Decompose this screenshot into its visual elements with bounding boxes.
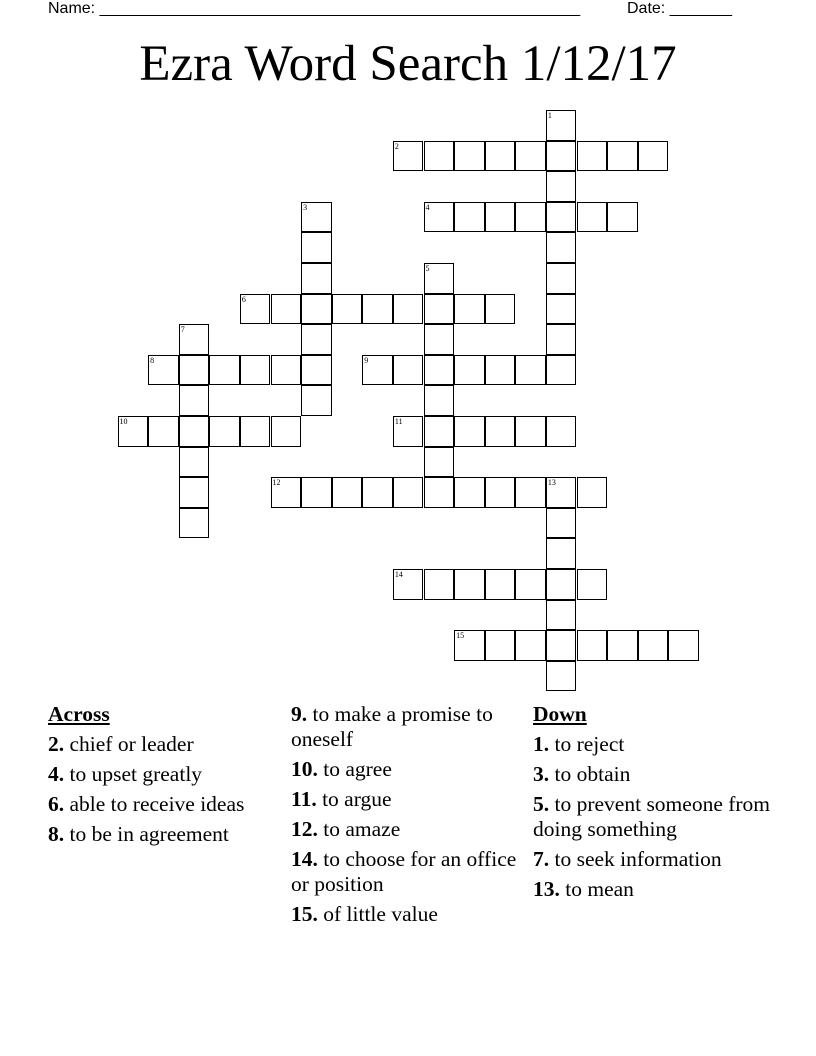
grid-cell[interactable] [362,477,393,508]
grid-cell[interactable] [668,630,699,661]
clue-across-9: 9. to make a promise to oneself [291,702,493,751]
grid-cell[interactable] [607,202,638,233]
grid-cell[interactable] [577,630,608,661]
grid-cell[interactable] [546,355,577,386]
grid-cell[interactable] [546,416,577,447]
grid-cell[interactable] [546,508,577,539]
clue-across-12: 12. to amaze [291,817,401,841]
date-field[interactable]: Date: _______ [627,0,732,17]
grid-cell[interactable] [515,569,546,600]
grid-cell[interactable] [393,569,424,600]
clue-number: 3 [303,202,308,212]
clue-number: 14 [394,570,403,579]
grid-cell[interactable] [362,294,393,325]
page-title: Ezra Word Search 1/12/17 [139,36,677,92]
clue-number: 11 [394,417,403,426]
grid-cell[interactable] [515,202,546,233]
grid-cell[interactable] [179,385,210,416]
clue-down-5: 5. to prevent someone from doing something [533,792,771,841]
grid-cell[interactable] [393,355,424,386]
grid-cell[interactable] [485,202,516,233]
grid-cell[interactable] [424,355,455,386]
clue-across-10: 10. to agree [291,757,392,781]
grid-cell[interactable] [546,569,577,600]
grid-cell[interactable] [301,263,332,294]
grid-cell[interactable] [485,416,516,447]
grid-cell[interactable] [179,416,210,447]
grid-cell[interactable] [546,661,577,692]
grid-cell[interactable] [546,630,577,661]
clue-number: 13 [547,478,556,488]
grid-cell[interactable] [301,355,332,386]
grid-cell[interactable] [546,600,577,631]
grid-cell[interactable] [546,477,577,508]
grid-cell[interactable] [209,416,240,447]
grid-cell[interactable] [179,324,210,355]
grid-cell[interactable] [515,416,546,447]
across-clues [48,702,288,852]
grid-cell[interactable] [179,477,210,508]
grid-cell[interactable] [607,141,638,172]
grid-cell[interactable] [485,630,516,661]
clue-number: 5 [425,264,430,273]
grid-cell[interactable] [424,324,455,355]
grid-cell[interactable] [424,263,455,294]
clue-number: 12 [272,478,281,488]
grid-cell[interactable] [271,355,302,386]
grid-cell[interactable] [424,294,455,325]
grid-cell[interactable] [485,355,516,386]
clue-down-1: 1. to reject [533,732,625,756]
grid-cell[interactable] [546,232,577,263]
down-clues [533,702,803,907]
clue-number: 9 [364,355,369,365]
grid-cell[interactable] [179,508,210,539]
grid-cell[interactable] [362,355,393,386]
grid-cell[interactable] [424,477,455,508]
grid-cell[interactable] [424,569,455,600]
grid-cell[interactable] [424,141,455,172]
grid-cell[interactable] [546,110,577,141]
grid-cell[interactable] [393,477,424,508]
grid-cell[interactable] [179,447,210,478]
grid-cell[interactable] [271,294,302,325]
grid-cell[interactable] [454,477,485,508]
grid-cell[interactable] [271,416,302,447]
grid-cell[interactable] [301,294,332,325]
grid-cell[interactable] [485,477,516,508]
clue-number: 10 [119,417,128,426]
clue-across-8: 8. to be in agreement [48,822,229,846]
clue-number: 1 [547,111,552,120]
grid-cell[interactable] [485,294,516,325]
grid-cell[interactable] [454,141,485,172]
grid-cell[interactable] [638,141,669,172]
clue-number: 8 [150,355,155,365]
clue-down-13: 13. to mean [533,877,634,901]
grid-cell[interactable] [301,324,332,355]
clue-down-7: 7. to seek information [533,847,722,871]
clue-number: 6 [241,294,246,304]
clue-across-11: 11. to argue [291,787,392,811]
grid-cell[interactable] [301,232,332,263]
across-heading: Across [48,702,110,726]
grid-cell[interactable] [485,141,516,172]
grid-cell[interactable] [485,569,516,600]
clue-across-14: 14. to choose for an office or position [291,847,517,896]
clue-across-2: 2. chief or leader [48,732,194,756]
grid-cell[interactable] [515,477,546,508]
grid-cell[interactable] [393,294,424,325]
grid-cell[interactable] [607,630,638,661]
grid-cell[interactable] [454,355,485,386]
grid-cell[interactable] [301,385,332,416]
grid-cell[interactable] [118,416,149,447]
grid-cell[interactable] [240,294,271,325]
grid-cell[interactable] [424,416,455,447]
grid-cell[interactable] [515,355,546,386]
clue-across-6: 6. able to receive ideas [48,792,245,816]
clue-number: 4 [425,202,430,212]
clue-number: 15 [456,631,465,641]
grid-cell[interactable] [148,355,179,386]
grid-cell[interactable] [546,202,577,233]
grid-cell[interactable] [454,202,485,233]
grid-cell[interactable] [424,447,455,478]
grid-cell[interactable] [393,141,424,172]
grid-cell[interactable] [546,141,577,172]
grid-cell[interactable] [546,538,577,569]
grid-cell[interactable] [546,263,577,294]
grid-cell[interactable] [577,141,608,172]
grid-cell[interactable] [179,355,210,386]
down-heading: Down [533,702,587,726]
grid-cell[interactable] [546,324,577,355]
grid-cell[interactable] [454,416,485,447]
clue-down-3: 3. to obtain [533,762,631,786]
grid-cell[interactable] [393,416,424,447]
clue-number: 2 [394,141,399,151]
grid-cell[interactable] [424,202,455,233]
grid-cell[interactable] [454,294,485,325]
grid-cell[interactable] [515,141,546,172]
grid-cell[interactable] [424,385,455,416]
grid-cell[interactable] [638,630,669,661]
grid-cell[interactable] [271,477,302,508]
grid-cell[interactable] [240,355,271,386]
grid-cell[interactable] [454,630,485,661]
grid-cell[interactable] [515,630,546,661]
grid-cell[interactable] [301,202,332,233]
grid-cell[interactable] [577,477,608,508]
grid-cell[interactable] [546,171,577,202]
grid-cell[interactable] [332,477,363,508]
clue-across-15: 15. of little value [291,902,438,926]
grid-cell[interactable] [301,477,332,508]
clue-number: 7 [180,325,185,335]
grid-cell[interactable] [577,202,608,233]
grid-cell[interactable] [454,569,485,600]
grid-cell[interactable] [148,416,179,447]
grid-cell[interactable] [240,416,271,447]
grid-cell[interactable] [332,294,363,325]
across-clues-continued [291,702,531,932]
name-field[interactable]: Name: ______________________________________________________ [48,0,581,17]
clue-across-4: 4. to upset greatly [48,762,203,786]
grid-cell[interactable] [577,569,608,600]
grid-cell[interactable] [209,355,240,386]
grid-cell[interactable] [546,294,577,325]
